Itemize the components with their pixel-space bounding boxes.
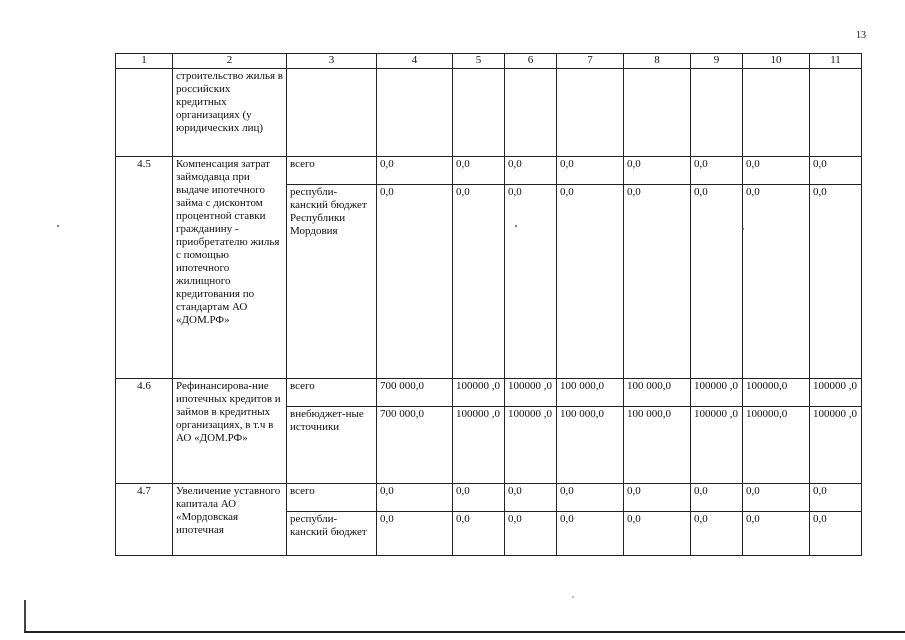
value-cell: 0,0 (743, 484, 810, 512)
value-cell: 0,0 (743, 157, 810, 185)
col-header-10: 10 (743, 54, 810, 69)
value-cell: 0,0 (453, 185, 505, 379)
value-cell: 0,0 (810, 484, 862, 512)
value-cell: 0,0 (691, 157, 743, 185)
table-row (116, 379, 862, 407)
value-cell: 100 000,0 (557, 407, 624, 484)
value-cell: 0,0 (377, 484, 453, 512)
header-row (116, 54, 862, 69)
value-cell: 100 000,0 (557, 379, 624, 407)
col-header-1: 1 (116, 54, 173, 69)
value-cell (453, 69, 505, 157)
value-cell: 0,0 (557, 185, 624, 379)
table-row (116, 69, 862, 157)
value-cell (557, 69, 624, 157)
page-number: 13 (856, 30, 866, 41)
value-cell: 700 000,0 (377, 407, 453, 484)
value-cell: 0,0 (505, 512, 557, 556)
value-cell: 100000 ,0 (505, 379, 557, 407)
value-cell (505, 69, 557, 157)
row-number-cell: 4.5 (116, 157, 173, 379)
value-cell: 0,0 (505, 157, 557, 185)
row-number-cell: 4.6 (116, 379, 173, 484)
scan-speck (742, 228, 744, 230)
value-cell: 0,0 (624, 484, 691, 512)
value-cell: 0,0 (691, 512, 743, 556)
value-cell: 100 000,0 (624, 379, 691, 407)
source-cell: всего (287, 157, 377, 185)
value-cell: 0,0 (505, 185, 557, 379)
scan-speck (57, 225, 59, 227)
value-cell: 100000 ,0 (810, 379, 862, 407)
value-cell: 0,0 (377, 512, 453, 556)
col-header-9: 9 (691, 54, 743, 69)
value-cell: 0,0 (557, 157, 624, 185)
value-cell (810, 69, 862, 157)
value-cell: 100000 ,0 (691, 379, 743, 407)
col-header-2: 2 (173, 54, 287, 69)
value-cell: 100000 ,0 (453, 379, 505, 407)
value-cell: 0,0 (810, 185, 862, 379)
value-cell: 0,0 (810, 157, 862, 185)
scan-edge-left (24, 600, 26, 632)
value-cell: 0,0 (810, 512, 862, 556)
value-cell: 0,0 (453, 512, 505, 556)
value-cell: 0,0 (624, 512, 691, 556)
value-cell: 0,0 (557, 484, 624, 512)
value-cell (743, 69, 810, 157)
value-cell: 0,0 (505, 484, 557, 512)
value-cell: 0,0 (377, 185, 453, 379)
value-cell (624, 69, 691, 157)
value-cell: 100000 ,0 (691, 407, 743, 484)
value-cell: 0,0 (624, 157, 691, 185)
table-row (116, 484, 862, 512)
value-cell: 0,0 (691, 484, 743, 512)
value-cell: 100000,0 (743, 379, 810, 407)
scan-edge-bottom (24, 631, 905, 633)
value-cell: 100000 ,0 (810, 407, 862, 484)
row-number-cell (116, 69, 173, 157)
col-header-8: 8 (624, 54, 691, 69)
value-cell (691, 69, 743, 157)
value-cell: 0,0 (743, 512, 810, 556)
value-cell: 100 000,0 (624, 407, 691, 484)
col-header-3: 3 (287, 54, 377, 69)
value-cell: 0,0 (453, 484, 505, 512)
source-cell (287, 69, 377, 157)
value-cell: 0,0 (624, 185, 691, 379)
source-cell: республи-канский бюджет Республики Мордовия (287, 185, 377, 379)
col-header-5: 5 (453, 54, 505, 69)
value-cell: 100000 ,0 (453, 407, 505, 484)
row-number-cell: 4.7 (116, 484, 173, 556)
col-header-11: 11 (810, 54, 862, 69)
scan-speck (515, 225, 517, 227)
value-cell: 0,0 (691, 185, 743, 379)
col-header-6: 6 (505, 54, 557, 69)
description-cell: Рефинансирова-ние ипотечных кредитов и займов в кредитных организациях, в т.ч в АО «ДОМ.РФ» (173, 379, 287, 484)
col-header-4: 4 (377, 54, 453, 69)
value-cell (377, 69, 453, 157)
value-cell: 0,0 (557, 512, 624, 556)
col-header-7: 7 (557, 54, 624, 69)
table-row (116, 157, 862, 185)
source-cell: республи-канский бюджет (287, 512, 377, 556)
source-cell: всего (287, 379, 377, 407)
source-cell: всего (287, 484, 377, 512)
scan-speck (572, 596, 574, 598)
source-cell: внебюджет-ные источники (287, 407, 377, 484)
description-cell: Увеличение уставного капитала АО «Мордовская ипотечная (173, 484, 287, 556)
value-cell: 0,0 (377, 157, 453, 185)
value-cell: 100000 ,0 (505, 407, 557, 484)
value-cell: 100000,0 (743, 407, 810, 484)
budget-table (115, 53, 862, 556)
value-cell: 0,0 (743, 185, 810, 379)
description-cell: Компенсация затрат займодавца при выдаче ипотечного займа с дисконтом процентной ставки гражданину - приобретателю жилья с помощью ипотечного жилищного кредитования по стандартам АО «ДОМ.РФ» (173, 157, 287, 379)
value-cell: 700 000,0 (377, 379, 453, 407)
value-cell: 0,0 (453, 157, 505, 185)
description-cell: строительство жилья в российских кредитных организациях (у юридических лиц) (173, 69, 287, 157)
